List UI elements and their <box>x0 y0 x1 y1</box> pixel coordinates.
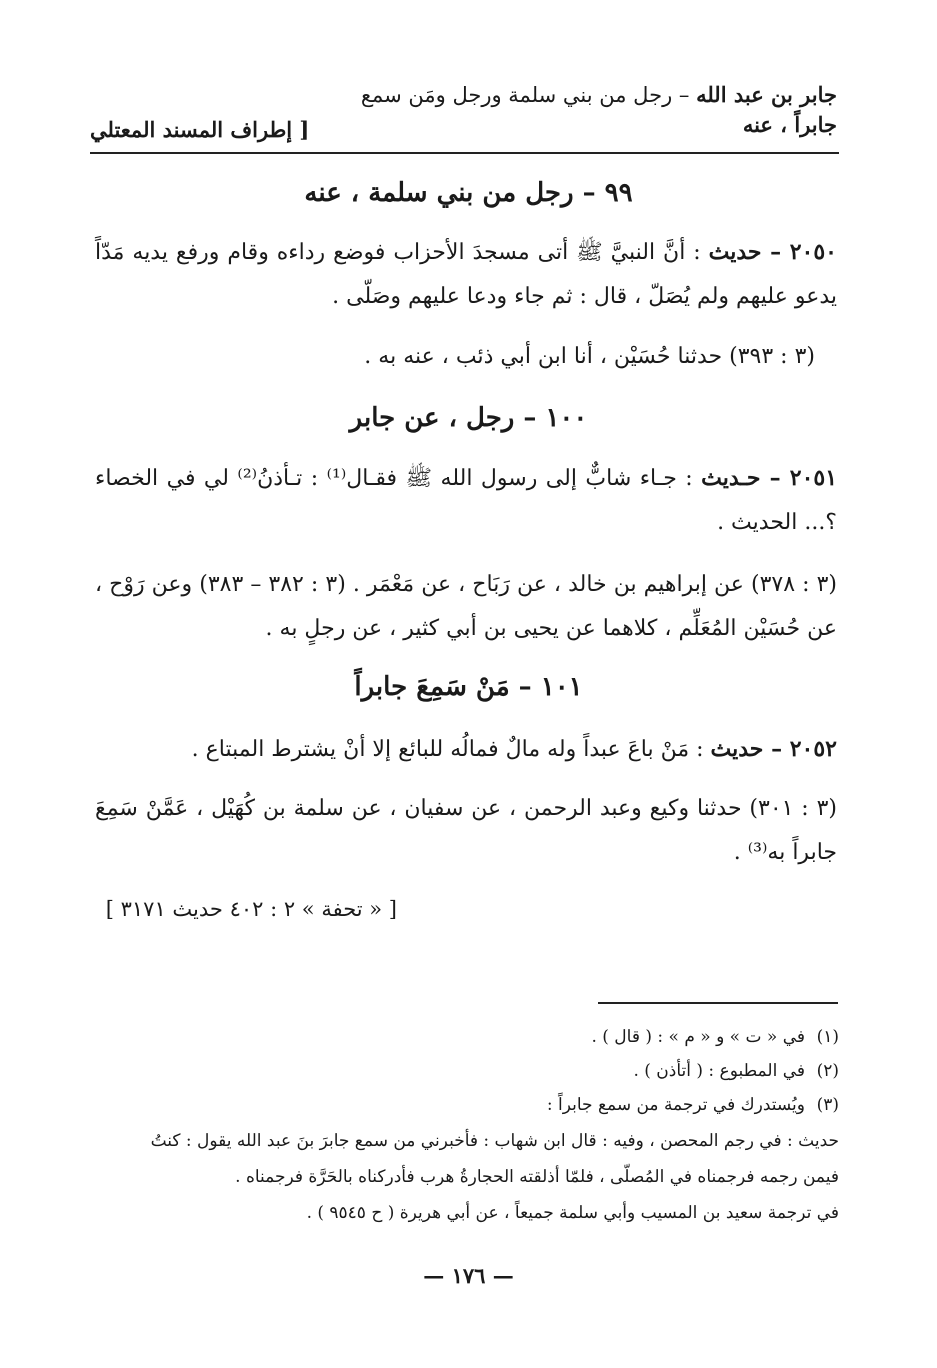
section-heading: ٩٩ – رجل من بني سلمة ، عنه <box>304 178 633 208</box>
hadith-number: ٢٠٥٢ – حديث <box>710 736 837 762</box>
hadith-paragraph <box>95 727 837 772</box>
footnote-number: (٢) <box>816 1061 839 1081</box>
isnad-text: (٣ : ٣٧٨) عن إبراهيم بن خالد ، عن رَبَاح ، عن مَعْمَر . (٣ : ٣٨٢ – ٣٨٣) وعن رَوْح ، عن حُسَيْن المُعَلِّم ، كلاهما عن يحيى بن أبي كثير ، عن رجلٍ به . <box>95 572 837 641</box>
hadith-paragraph <box>95 456 837 545</box>
footnote-continuation: حديث : في رجم المحصن ، وفيه : قال ابن شهاب : فأخبرني من سمع جابرَ بنَ عبد الله يقول : كنتُ <box>150 1131 839 1151</box>
isnad-text: (٣ : ٣٩٣) حدثنا حُسَيْن ، أنا ابن أبي ذئب ، عنه به . <box>364 344 815 369</box>
hadith-number: ٢٠٥١ – حـديث <box>701 465 838 491</box>
header-rule <box>90 152 839 154</box>
header-title-rest: – رجل من بني سلمة ورجل ومَن سمع <box>360 83 697 107</box>
header-book-title: [ إطراف المسند المعتلي <box>90 117 310 142</box>
page-number: — ١٧٦ — <box>423 1263 514 1288</box>
isnad-text: (٣ : ٣٠١) حدثنا وكيع وعبد الرحمن ، عن سفيان ، عن سلمة بن كُهَيْل ، عَمَّنْ سَمِعَ جابراً به⁽³⁾ . <box>95 796 837 865</box>
section-heading: ١٠٠ – رجل ، عن جابر <box>349 403 588 433</box>
header-subtitle: جابراً ، عنه <box>742 112 837 137</box>
footnote <box>95 1090 839 1120</box>
footnote <box>95 1022 839 1052</box>
footnote-text: ويُستدرك في ترجمة من سمع جابراً : <box>546 1095 805 1115</box>
tuhfa-reference: [ « تحفة » ٢ : ٤٠٢ حديث ٣١٧١ ] <box>105 897 397 921</box>
footnote-text: في المطبوع : ( أتأذن ) . <box>633 1061 805 1081</box>
footnote-continuation: في ترجمة سعيد بن المسيب وأبي سلمة جميعاً ، عن أبي هريرة ( ح ٩٥٤٥ ) . <box>306 1203 839 1223</box>
footnote-number: (١) <box>816 1027 839 1047</box>
hadith-paragraph <box>95 230 837 319</box>
footnote <box>95 1056 839 1086</box>
footnote-number: (٣) <box>816 1095 839 1115</box>
footnote-continuation: فيمن رجمه فرجمناه في المُصلّى ، فلمّا أذلقته الحجارةُ هرب فأدركناه بالحَرَّة فرجمناه . <box>235 1167 839 1187</box>
running-header <box>317 80 837 140</box>
hadith-text: : جـاء شابٌّ إلى رسول الله ﷺ فقـال⁽¹⁾ : تـأذنُ⁽²⁾ لي في الخصاء ؟... الحديث . <box>95 466 837 535</box>
section-heading: ١٠١ – مَنْ سَمِعَ جابراً <box>354 672 583 702</box>
hadith-text: : مَنْ باعَ عبداً وله مالٌ فمالُه للبائع إلا أنْ يشترط المبتاع . <box>191 737 711 762</box>
hadith-text: : أنَّ النبيَّ ﷺ أتى مسجدَ الأحزاب فوضع رداءه وقام ورفع يديه مَدّاً يدعو عليهم ولم يُصَلّ ، قال : ثم جاء ودعا عليهم وصَلّى . <box>95 240 837 309</box>
hadith-number: ٢٠٥٠ – حديث <box>708 239 837 265</box>
header-title <box>317 80 837 110</box>
footnote-rule <box>598 1002 838 1004</box>
header-title-bold: جابر بن عبد الله <box>696 82 837 107</box>
footnote-text: في « ت » و « م » : ( قال ) . <box>591 1027 805 1047</box>
